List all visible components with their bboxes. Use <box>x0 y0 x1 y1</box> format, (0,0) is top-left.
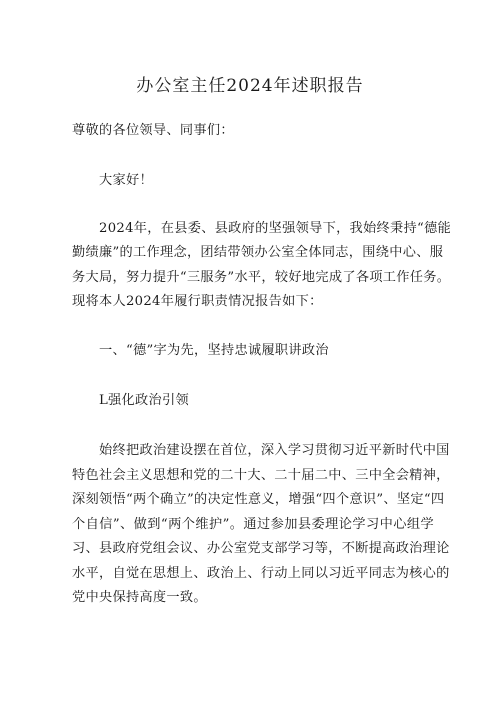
body-line: 个自信”、做到“两个维护”。通过参加县委理论学习中心组学 <box>72 517 434 532</box>
greeting: 大家好！ <box>99 173 153 188</box>
intro-line: 2024年，在县委、县政府的坚强领导下，我始终秉持“德能 <box>99 221 452 236</box>
intro-line: 务大局，努力提升“三服务”水平，较好地完成了各项工作任务。 <box>72 270 451 285</box>
document-title: 办公室主任2024年述职报告 <box>136 76 364 96</box>
body-line: 党中央保持高度一致。 <box>72 590 207 605</box>
subsection-heading: L强化政治引领 <box>99 393 189 408</box>
salutation: 尊敬的各位领导、同事们： <box>72 123 234 138</box>
intro-line: 勤绩廉”的工作理念，团结带领办公室全体同志，围绕中心、服 <box>72 245 444 260</box>
body-line: 特色社会主义思想和党的二十大、二十届二中、三中全会精神， <box>72 468 450 483</box>
section-heading: 一、“德”字为先，坚持忠诚履职讲政治 <box>99 343 329 358</box>
body-line: 习、县政府党组会议、办公室党支部学习等，不断提高政治理论 <box>72 541 450 556</box>
body-line: 深刻领悟“两个确立”的决定性意义，增强“四个意识”、坚定“四 <box>72 492 445 507</box>
body-line: 始终把政治建设摆在首位，深入学习贯彻习近平新时代中国 <box>99 443 450 458</box>
intro-line: 现将本人2024年履行职责情况报告如下： <box>72 294 323 309</box>
body-line: 水平，自觉在思想上、政治上、行动上同以习近平同志为核心的 <box>72 566 450 581</box>
